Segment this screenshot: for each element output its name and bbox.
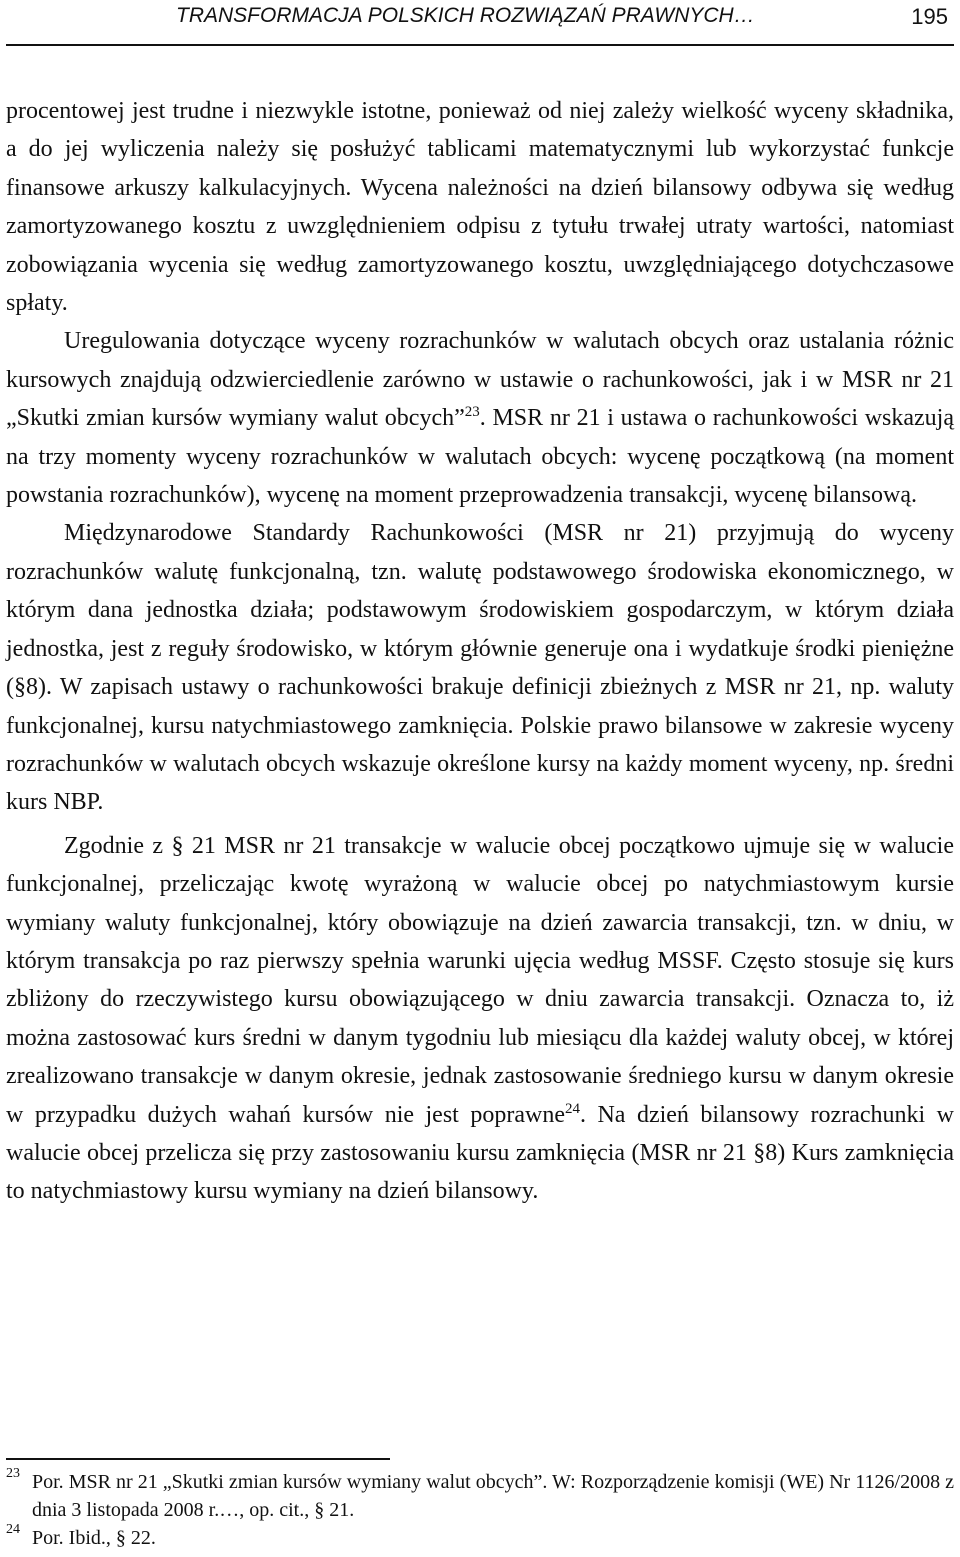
paragraph-2-text-b: . MSR nr 21 i ustawa o rachunkowości wskazują na trzy momenty wyceny rozrachunków w walutach obcych: wycenę początkową (na moment powstania rozrachunków), wycenę na moment przeprowadzenia transakcji, wycenę bilansową. (6, 405, 954, 509)
footnote-ref-23[interactable]: 23 (464, 404, 480, 421)
footnote-mark: 24 (6, 1522, 20, 1537)
footnote-24 (6, 1524, 954, 1552)
running-title: TRANSFORMACJA POLSKICH ROZWIĄZAŃ PRAWNYCH… (176, 4, 755, 27)
footnote-mark: 23 (6, 1466, 20, 1481)
footnotes (6, 1468, 954, 1552)
footnote-separator (6, 1458, 390, 1460)
main-text (6, 92, 954, 1211)
paragraph-2 (6, 322, 954, 514)
paragraph-4-text-b: . Na dzień bilansowy rozrachunki w walucie obcej przelicza się przy zastosowaniu kursu zamknięcia (MSR nr 21 §8) Kurs zamknięcia to natychmiastowy kursu wymiany na dzień bilansowy. (6, 1101, 954, 1205)
footnote-text: Por. Ibid., § 22. (32, 1527, 156, 1549)
running-header (6, 0, 954, 46)
footnote-23 (6, 1468, 954, 1524)
paragraph-1: procentowej jest trudne i niezwykle istotne, ponieważ od niej zależy wielkość wyceny składnika, a do jej wyliczenia należy się posłużyć tablicami matematycznymi lub wykorzystać funkcje finansowe arkuszy kalkulacyjnych. Wycena należności na dzień bilansowy odbywa się według zamortyzowanego kosztu z uwzględnieniem odpisu z tytułu trwałej utraty wartości, natomiast zobowiązania wycenia się według zamortyzowanego kosztu, uwzględniającego dotychczasowe spłaty. (6, 98, 954, 317)
paragraph-2-text-a: Uregulowania dotyczące wyceny rozrachunków w walutach obcych oraz ustalania różnic kursowych znajdują odzwierciedlenie zarówno w ustawie o rachunkowości, jak i w MSR nr 21 „Skutki zmian kursów wymiany walut obcych” (6, 328, 954, 432)
paragraph-4-text-a: Zgodnie z § 21 MSR nr 21 transakcje w walucie obcej początkowo ujmuje się w walucie funkcjonalnej, przeliczając kwotę wyrażoną w walucie obcej po natychmiastowym kursie wymiany waluty funkcjonalnej, który obowiązuje na dzień zawarcia transakcji, tzn. w dniu, w którym transakcja po raz pierwszy spełnia warunki ujęcia według MSSF. Często stosuje się kurs zbliżony do rzeczywistego kursu obowiązującego w dniu zawarcia transakcji. Oznacza to, iż można zastosować kurs średni w danym tygodniu lub miesiącu dla każdej waluty obcej, w której zrealizowano transakcje w danym okresie, jednak zastosowanie średniego kursu w danym okresie w przypadku dużych wahań kursów nie jest poprawne (6, 832, 954, 1128)
footnote-ref-24[interactable]: 24 (564, 1100, 580, 1117)
paragraph-4 (6, 827, 954, 1211)
footnote-text: Por. MSR nr 21 „Skutki zmian kursów wymiany walut obcych”. W: Rozporządzenie komisji (WE) Nr 1126/2008 z dnia 3 listopada 2008 r.…, op. cit., § 21. (32, 1471, 954, 1521)
paragraph-3: Międzynarodowe Standardy Rachunkowości (MSR nr 21) przyjmują do wyceny rozrachunków walutę funkcjonalną, tzn. walutę podstawowego środowiska ekonomicznego, w którym dana jednostka działa; podstawowym środowiskiem gospodarczym, w którym działa jednostka, jest z reguły środowisko, w którym głównie generuje ona i wydatkuje środki pieniężne (§8). W zapisach ustawy o rachunkowości brakuje definicji zbieżnych z MSR nr 21, np. waluty funkcjonalnej, kursu natychmiastowego zamknięcia. Polskie prawo bilansowe w zakresie wyceny rozrachunków w walutach obcych wskazuje określone kursy na każdy moment wyceny, np. średni kurs NBP. (6, 520, 954, 816)
page-number: 195 (911, 4, 948, 29)
